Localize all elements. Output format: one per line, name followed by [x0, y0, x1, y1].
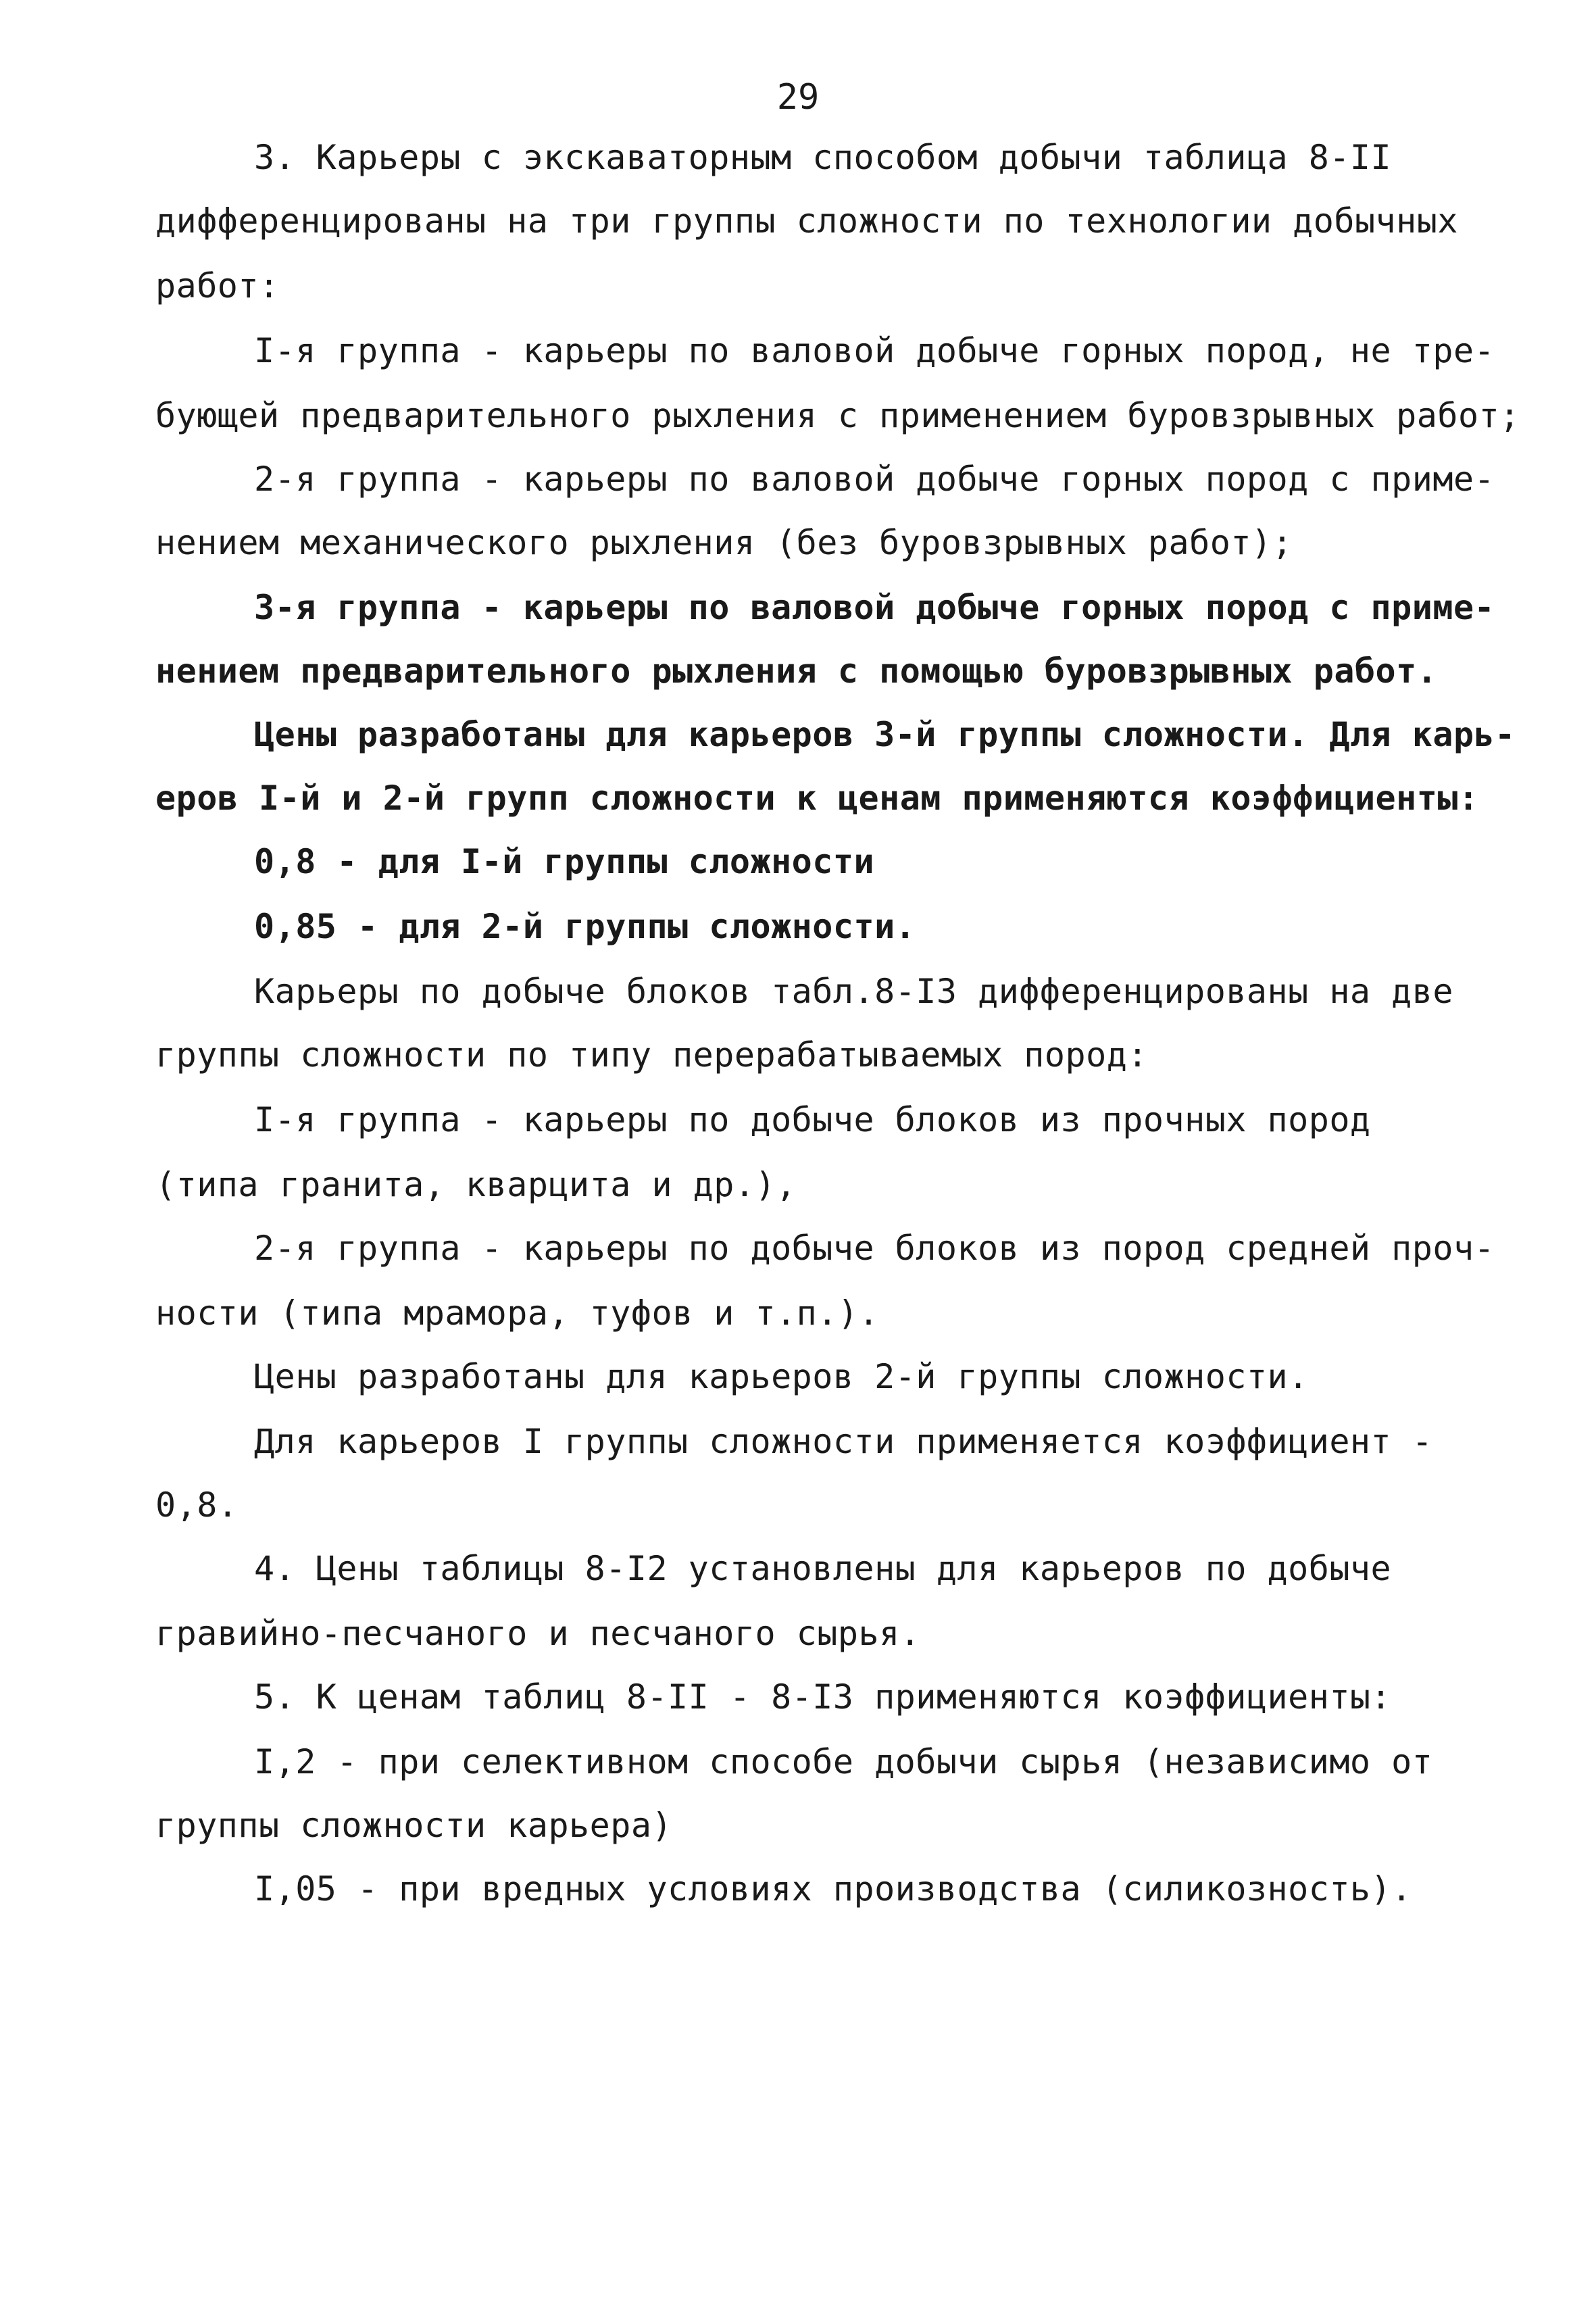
text-line: 3. Карьеры с экскаваторным способом добычи таблица 8-II [254, 138, 1392, 177]
text-line: 2-я группа - карьеры по валовой добыче горных пород с приме- [254, 460, 1495, 499]
text-line: I-я группа - карьеры по добыче блоков из прочных пород [254, 1100, 1371, 1139]
text-line: I,2 - при селективном способе добычи сырья (независимо от [254, 1742, 1433, 1781]
text-line: ности (типа мрамора, туфов и т.п.). [155, 1294, 880, 1333]
text-line: 3-я группа - карьеры по валовой добыче горных пород с приме- [254, 588, 1495, 627]
text-line: Цены разработаны для карьеров 3-й группы сложности. Для карь- [254, 715, 1516, 754]
text-line: еров I-й и 2-й групп сложности к ценам применяются коэффициенты: [155, 779, 1479, 818]
text-line: I,05 - при вредных условиях производства (силикозность). [254, 1869, 1412, 1909]
text-line: I-я группа - карьеры по валовой добыче горных пород, не тре- [254, 331, 1495, 370]
page-number: 29 [776, 77, 820, 118]
text-line: 0,8 - для I-й группы сложности [254, 842, 875, 881]
text-line: 0,85 - для 2-й группы сложности. [254, 907, 916, 946]
text-line: (типа гранита, кварцита и др.), [155, 1165, 797, 1204]
text-line: 2-я группа - карьеры по добыче блоков из пород средней проч- [254, 1229, 1495, 1268]
text-line: Цены разработаны для карьеров 2-й группы сложности. [254, 1357, 1309, 1396]
text-line: группы сложности карьера) [155, 1806, 673, 1845]
text-line: Карьеры по добыче блоков табл.8-I3 дифференцированы на две [254, 972, 1453, 1011]
text-line: бующей предварительного рыхления с применением буровзрывных работ; [155, 396, 1520, 435]
text-line: 4. Цены таблицы 8-I2 установлены для карьеров по добыче [254, 1549, 1392, 1588]
text-line: нением предварительного рыхления с помощью буровзрывных работ. [155, 651, 1438, 691]
text-line: нением механического рыхления (без буровзрывных работ); [155, 523, 1293, 562]
text-line: Для карьеров I группы сложности применяется коэффициент - [254, 1422, 1433, 1461]
text-line: работ: [155, 266, 280, 305]
text-line: гравийно-песчаного и песчаного сырья. [155, 1614, 921, 1653]
text-line: группы сложности по типу перерабатываемых пород: [155, 1035, 1148, 1075]
text-line: дифференцированы на три группы сложности по технологии добычных [155, 201, 1458, 241]
text-line: 5. К ценам таблиц 8-II - 8-I3 применяются коэффициенты: [254, 1677, 1392, 1717]
text-line: 0,8. [155, 1485, 239, 1525]
